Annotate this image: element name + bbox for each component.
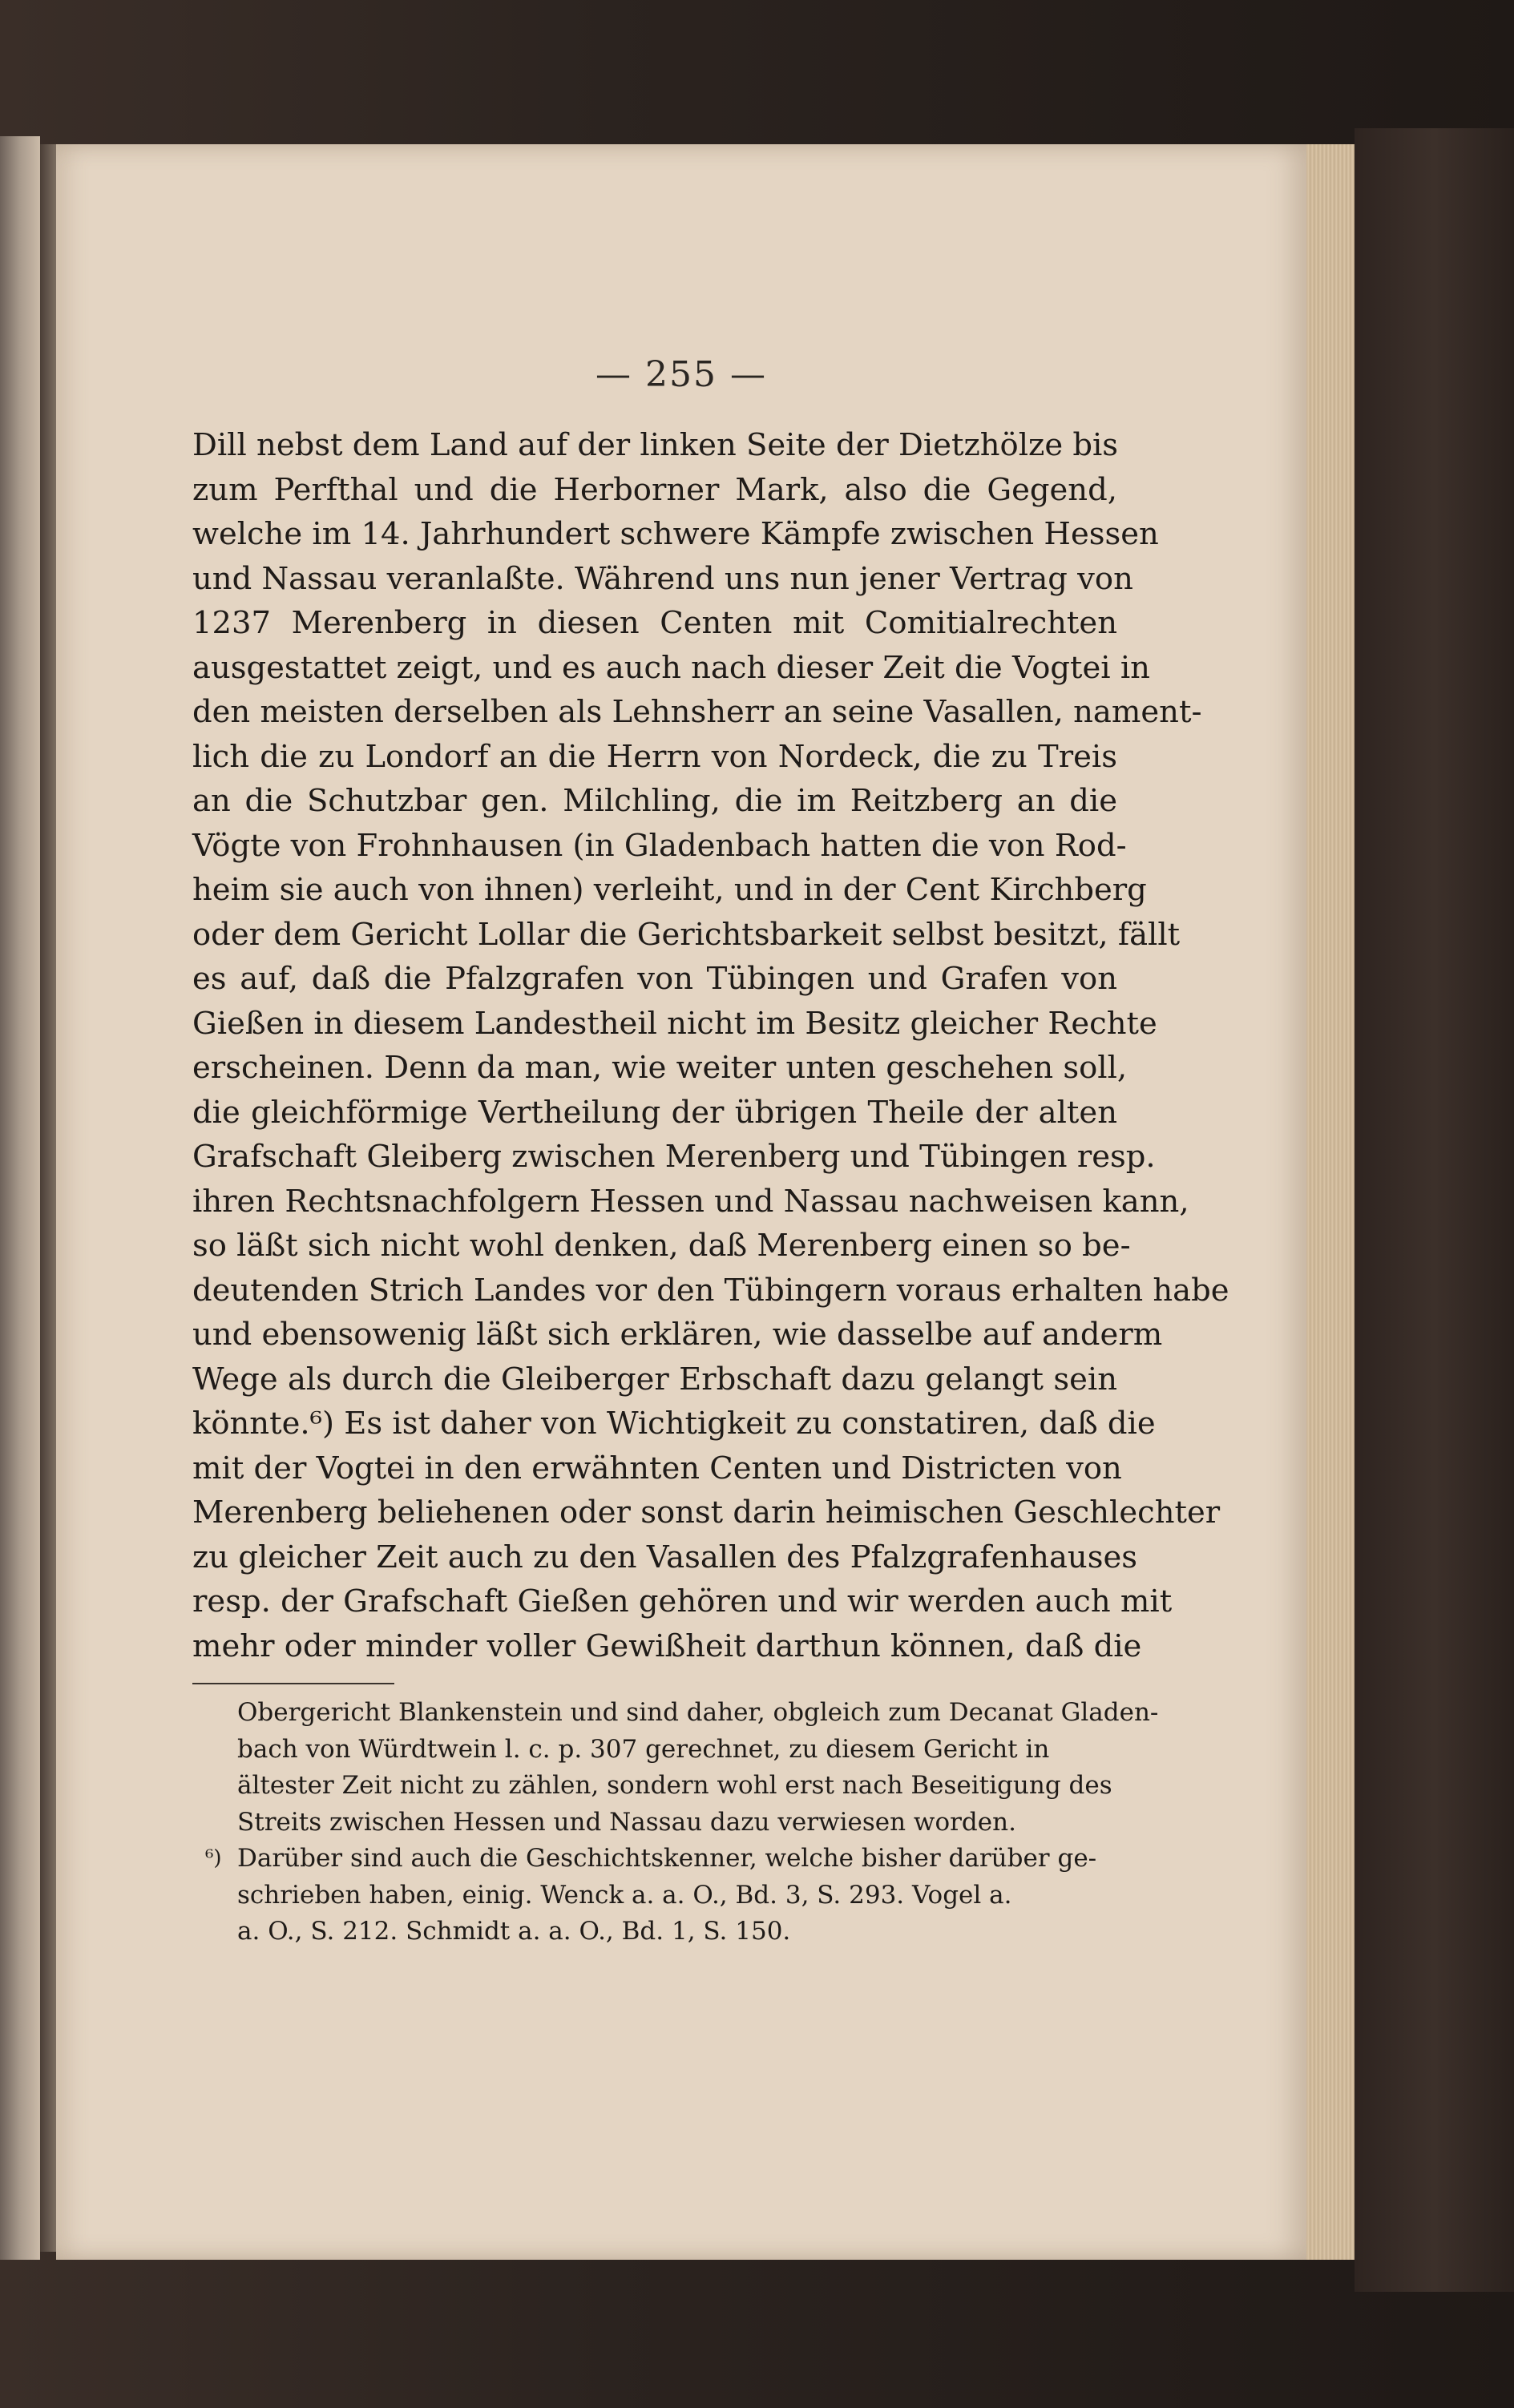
- text-line: mit der Vogtei in den erwähnten Centen und Districten von: [192, 1450, 1122, 1486]
- footnotes-block: [205, 1695, 1159, 1950]
- page-block-edge: [1306, 144, 1355, 2260]
- text-line: 1237 Merenberg in diesen Centen mit Comitialrechten: [192, 605, 1117, 641]
- text-line: und Nassau veranlaßte. Während uns nun jener Vertrag von: [192, 560, 1133, 597]
- text-line: könnte.⁶) Es ist daher von Wichtigkeit zu constatiren, daß die: [192, 1406, 1156, 1442]
- text-line: ihren Rechtsnachfolgern Hessen und Nassau nachweisen kann,: [192, 1183, 1189, 1220]
- text-line: an die Schutzbar gen. Milchling, die im Reitzberg an die: [192, 783, 1117, 819]
- footnote-line: ältester Zeit nicht zu zählen, sondern wohl erst nach Beseitigung des: [237, 1771, 1112, 1800]
- book-cover-edge: [1355, 128, 1514, 2292]
- text-line: zu gleicher Zeit auch zu den Vasallen des Pfalzgrafenhauses: [192, 1539, 1138, 1575]
- footnote-line: Obergericht Blankenstein und sind daher, obgleich zum Decanat Gladen-: [237, 1698, 1159, 1727]
- text-line: ausgestattet zeigt, und es auch nach dieser Zeit die Vogtei in: [192, 649, 1150, 686]
- footnote-6-text: a. O., S. 212. Schmidt a. a. O., Bd. 1, S. 150.: [237, 1917, 791, 1946]
- text-line: deutenden Strich Landes vor den Tübingern voraus erhalten habe: [192, 1272, 1229, 1309]
- text-line: welche im 14. Jahrhundert schwere Kämpfe zwischen Hessen: [192, 516, 1159, 552]
- text-line: zum Perfthal und die Herborner Mark, also die Gegend,: [192, 471, 1117, 508]
- text-line: Dill nebst dem Land auf der linken Seite der Dietzhölze bis: [192, 427, 1119, 463]
- text-line: und ebensowenig läßt sich erklären, wie dasselbe auf anderm: [192, 1317, 1163, 1353]
- footnote-line: Streits zwischen Hessen und Nassau dazu verwiesen worden.: [237, 1807, 1016, 1837]
- footnote-6-line: [237, 1914, 1117, 1950]
- text-line: es auf, daß die Pfalzgrafen von Tübingen und Grafen von: [192, 961, 1117, 997]
- text-line: den meisten derselben als Lehnsherr an seine Vasallen, nament-: [192, 694, 1202, 730]
- page-number: — 255 —: [596, 354, 767, 395]
- text-line: mehr oder minder voller Gewißheit darthun können, daß die: [192, 1628, 1142, 1664]
- footnote-6-text: Darüber sind auch die Geschichtskenner, welche bisher darüber ge-: [237, 1844, 1097, 1873]
- text-line: Grafschaft Gleiberg zwischen Merenberg und Tübingen resp.: [192, 1139, 1156, 1175]
- text-line: so läßt sich nicht wohl denken, daß Merenberg einen so be-: [192, 1228, 1131, 1264]
- text-line: die gleichförmige Vertheilung der übrigen Theile der alten: [192, 1094, 1117, 1131]
- text-line: resp. der Grafschaft Gießen gehören und wir werden auch mit: [192, 1583, 1173, 1619]
- text-line: Vögte von Frohnhausen (in Gladenbach hatten die von Rod-: [192, 827, 1127, 864]
- previous-page-edge: [0, 136, 40, 2260]
- footnote-line: bach von Würdtwein l. c. p. 307 gerechnet, zu diesem Gericht in: [237, 1734, 1050, 1764]
- text-line: heim sie auch von ihnen) verleiht, und in der Cent Kirchberg: [192, 872, 1147, 908]
- text-line: oder dem Gericht Lollar die Gerichtsbarkeit selbst besitzt, fällt: [192, 916, 1181, 953]
- footnote-6-line: [237, 1878, 1117, 1914]
- footnote-6-text: schrieben haben, einig. Wenck a. a. O., Bd. 3, S. 293. Vogel a.: [237, 1880, 1012, 1910]
- text-line: lich die zu Londorf an die Herrn von Nordeck, die zu Treis: [192, 738, 1117, 775]
- footnote-6-marker: ⁶): [205, 1846, 222, 1870]
- main-text-block: [192, 423, 1229, 1668]
- book-page: [56, 144, 1306, 2260]
- text-line: Wege als durch die Gleiberger Erbschaft dazu gelangt sein: [192, 1361, 1117, 1398]
- text-line: Gießen in diesem Landestheil nicht im Besitz gleicher Rechte: [192, 1005, 1157, 1042]
- text-line: Merenberg beliehenen oder sonst darin heimischen Geschlechter: [192, 1494, 1221, 1531]
- footnote-separator: [192, 1683, 394, 1684]
- text-line: erscheinen. Denn da man, wie weiter unten geschehen soll,: [192, 1050, 1128, 1086]
- book-gutter: [40, 144, 56, 2252]
- footnote-6-line: [205, 1841, 1117, 1878]
